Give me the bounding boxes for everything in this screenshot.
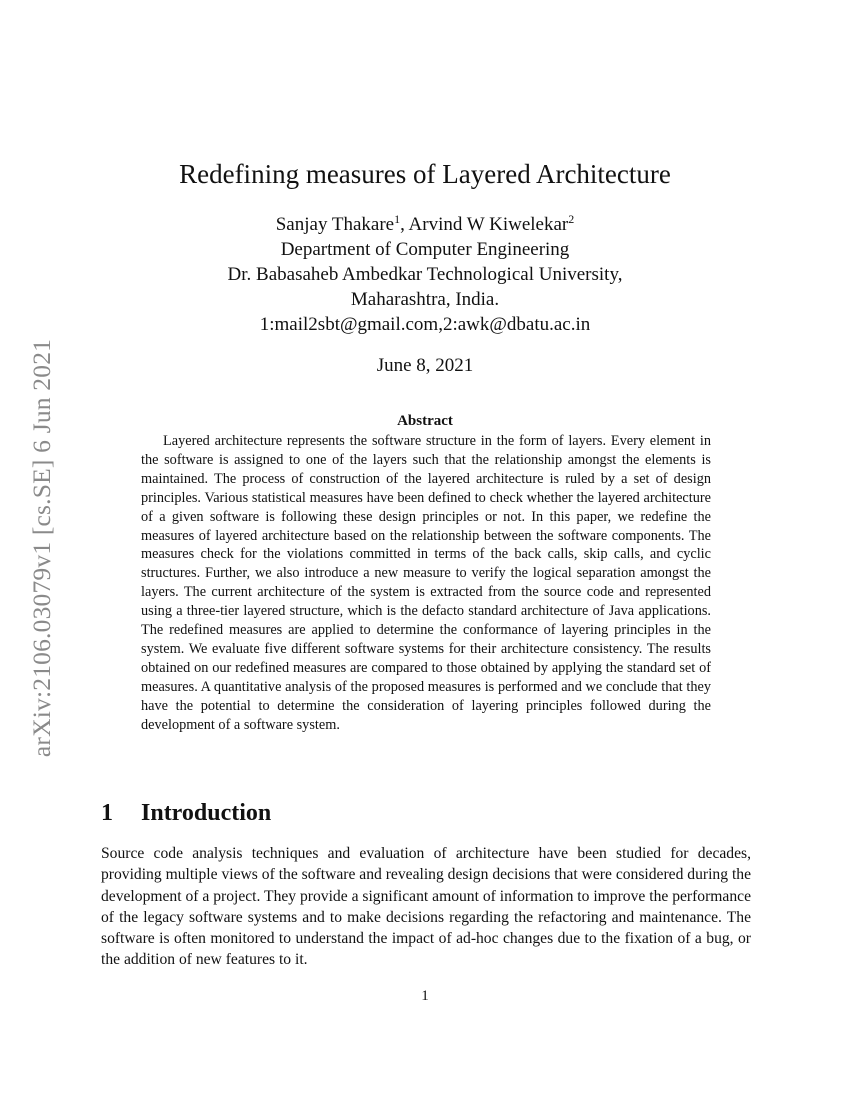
section-heading — [101, 797, 271, 829]
author-block — [0, 212, 850, 337]
abstract-text: Layered architecture represents the software structure in the form of layers. Every element in the software is assigned to one of the layers such that the relationship amongst the elements is maintained. The process of construction of the layered architecture is ruled by a set of design principles. Various statistical measures have been defined to check whether the layered architecture of a given software is following these design principles or not. In this paper, we redefine the measures of layered architecture based on the relationship between the software components. The measures check for the violations committed in terms of the back calls, skip calls, and cyclic structures. Further, we also introduce a new measure to verify the logical separation amongst the layers. The current architecture of the system is extracted from the source code and represented using a three-tier layered structure, which is the defacto standard architecture of Java applications. The redefined measures are applied to determine the conformance of layering principles in the system. We evaluate five different software systems for their architecture consistency. The results obtained on our redefined measures are compared to those obtained by applying the standard set of measures. A quantitative analysis of the proposed measures is performed and we conclude that they have the potential to determine the consideration of layering principles followed during the development of a software system. — [141, 433, 711, 733]
author-names-line — [0, 212, 850, 237]
author-1-affiliation-mark: 1 — [394, 212, 401, 226]
author-university: Dr. Babasaheb Ambedkar Technological University, — [227, 264, 623, 285]
author-2-affiliation-mark: 2 — [568, 212, 575, 226]
author-department: Department of Computer Engineering — [280, 239, 570, 260]
section-title: Introduction — [141, 800, 272, 826]
author-emails: 1:mail2sbt@gmail.com,2:awk@dbatu.ac.in — [259, 314, 591, 335]
introduction-text: Source code analysis techniques and evaluation of architecture have been studied for decades, providing multiple views of the software and revealing design decisions that were considered during the development of a project. They provide a significant amount of information to improve the performance of the legacy software systems and to make decisions regarding the refactoring and maintenance. The software is often monitored to understand the impact of ad-hoc changes due to the fixation of a bug, or the addition of new features to it. — [101, 845, 751, 969]
abstract-heading: Abstract — [397, 413, 453, 429]
paper-date: June 8, 2021 — [376, 355, 474, 376]
page-number: 1 — [421, 988, 429, 1004]
author-2-name: Arvind W Kiwelekar — [408, 214, 569, 235]
paper-title: Redefining measures of Layered Architecture — [179, 159, 671, 189]
arxiv-side-identifier: arXiv:2106.03079v1 [cs.SE] 6 Jun 2021 — [27, 338, 56, 758]
author-location: Maharashtra, India. — [350, 289, 500, 310]
author-1-name: Sanjay Thakare — [275, 214, 395, 235]
section-number: 1 — [101, 800, 113, 826]
author-separator: , — [400, 214, 409, 235]
